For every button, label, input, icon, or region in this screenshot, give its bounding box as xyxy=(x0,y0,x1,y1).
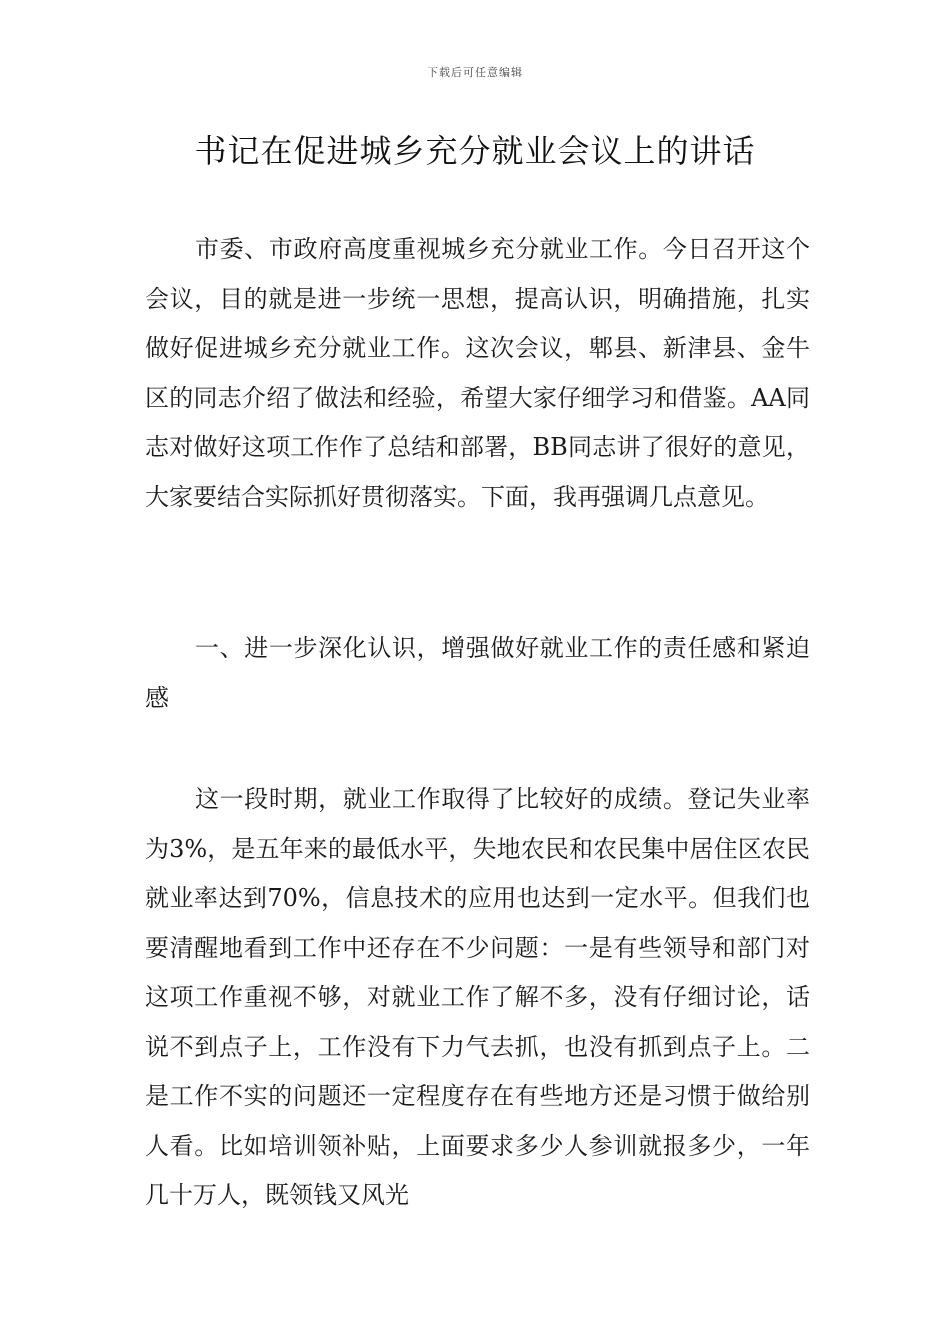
document-title: 书记在促进城乡充分就业会议上的讲话 xyxy=(194,132,756,170)
page-header-note: 下载后可任意编辑 xyxy=(427,66,523,79)
section-heading-1: 一、进一步深化认识，增强做好就业工作的责任感和紧迫感 xyxy=(145,634,810,712)
paragraph-intro: 市委、市政府高度重视城乡充分就业工作。今日召开这个会议，目的就是进一步统一思想，提高认识，明确措施，扎实做好促进城乡充分就业工作。这次会议，郫县、新津县、金牛区的同志介绍了做法和经验，希望大家仔细学习和借鉴。AA同志对做好这项工作作了总结和部署，BB同志讲了很好的意见，大家要结合实际抓好贯彻落实。下面，我再强调几点意见。 xyxy=(145,235,810,511)
paragraph-achievements: 这一段时期，就业工作取得了比较好的成绩。登记失业率为3%，是五年来的最低水平，失地农民和农民集中居住区农民就业率达到70%，信息技术的应用也达到一定水平。但我们也要清醒地看到工作中还存在不少问题：一是有些领导和部门对这项工作重视不够，对就业工作了解不多，没有仔细讨论，话说不到点子上，工作没有下力气去抓，也没有抓到点子上。二是工作不实的问题还一定程度存在有些地方还是习惯于做给别人看。比如培训领补贴，上面要求多少人参训就报多少，一年几十万人，既领钱又风光 xyxy=(145,785,810,1209)
